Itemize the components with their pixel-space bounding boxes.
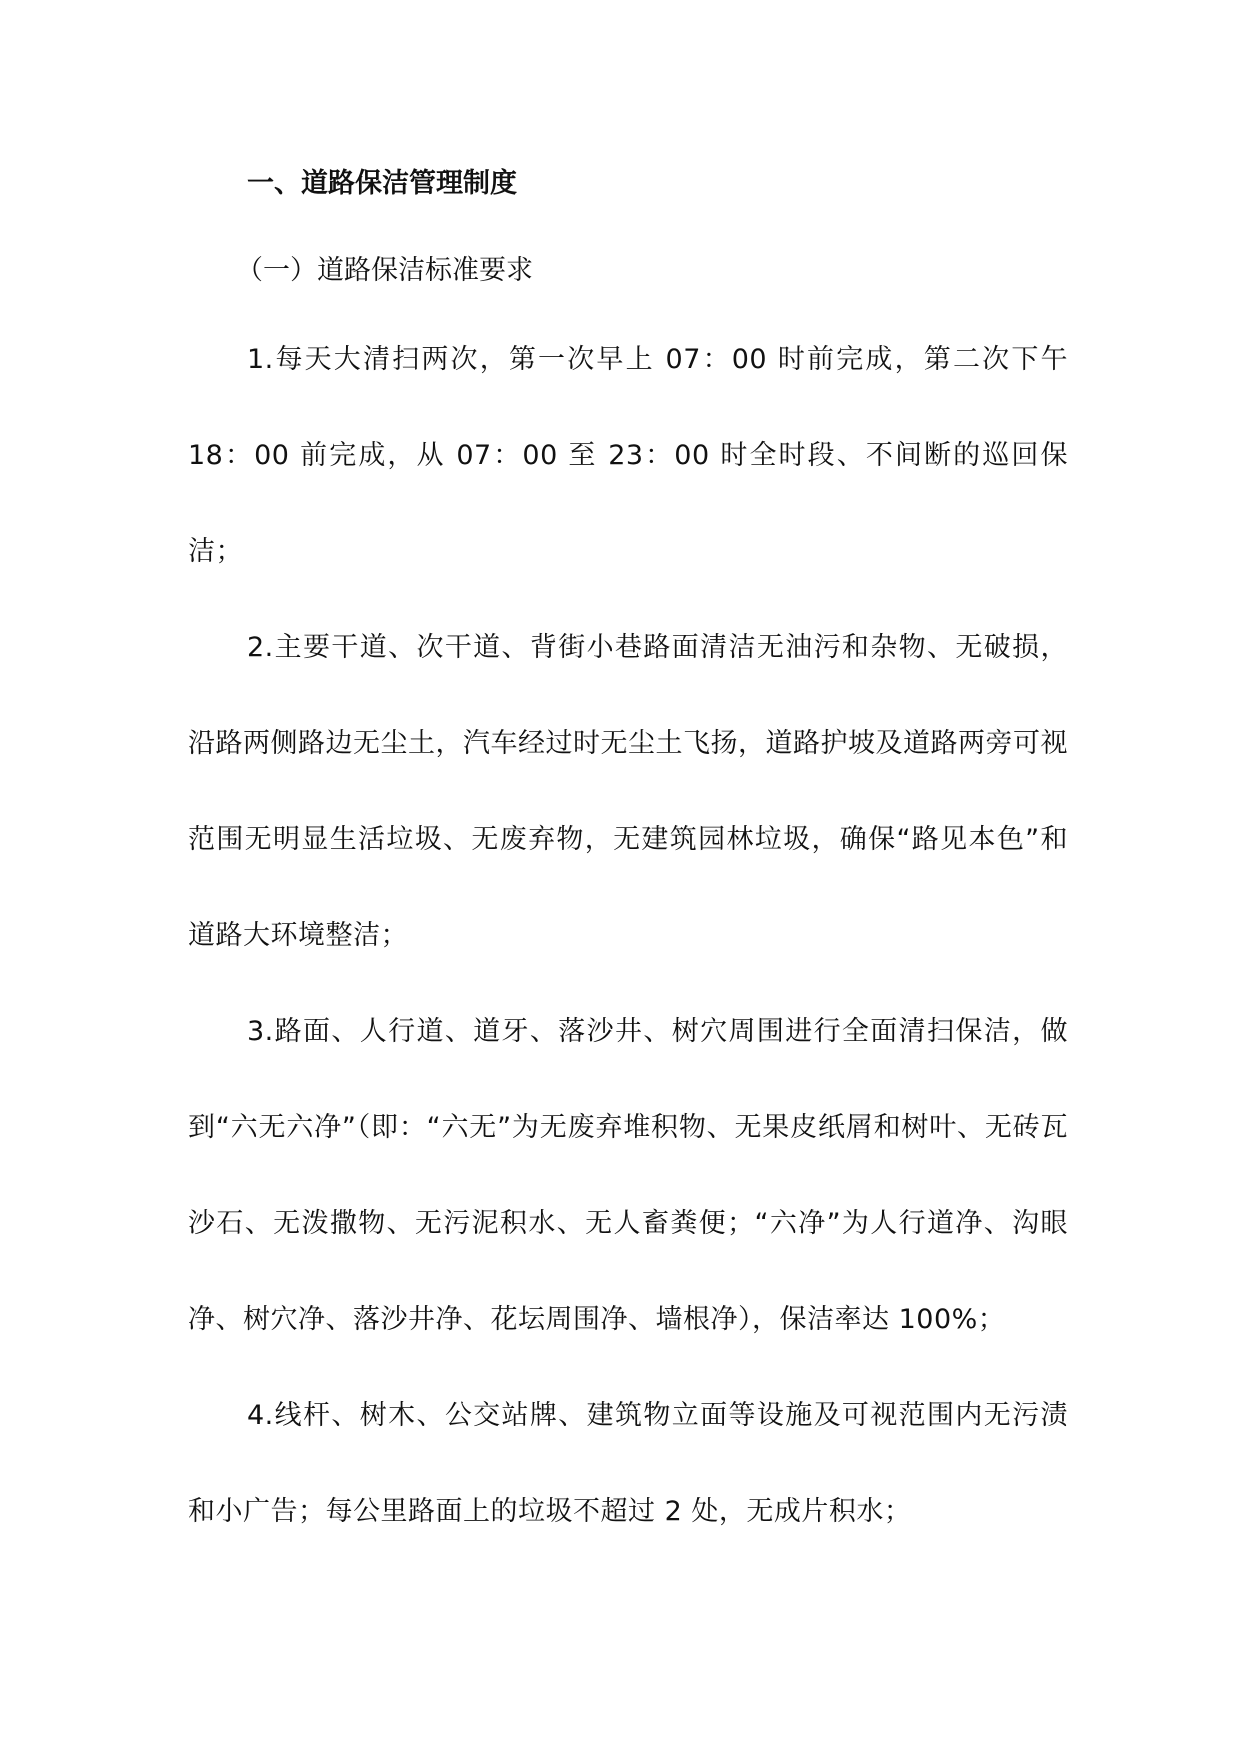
paragraph-item-4: 4.线杆、树木、公交站牌、建筑物立面等设施及可视范围内无污渍和小广告；每公里路面上的垃圾不超过 2 处，无成片积水； (188, 1400, 1068, 1527)
section-heading: 一、道路保洁管理制度 (247, 168, 517, 199)
subsection-heading: （一）道路保洁标准要求 (236, 255, 533, 286)
paragraph-item-3: 3.路面、人行道、道牙、落沙井、树穴周围进行全面清扫保洁，做到“六无六净”（即：“六无”为无废弃堆积物、无果皮纸屑和树叶、无砖瓦沙石、无泼撒物、无污泥积水、无人畜粪便；“六净”为人行道净、沟眼净、树穴净、落沙井净、花坛周围净、墙根净），保洁率达 100%； (188, 1016, 1068, 1335)
paragraph-item-1: 1.每天大清扫两次，第一次早上 07：00 时前完成，第二次下午 18：00 前完成，从 07：00 至 23：00 时全时段、不间断的巡回保洁； (188, 344, 1068, 567)
document-body (188, 170, 1068, 1560)
paragraph-item-2: 2.主要干道、次干道、背街小巷路面清洁无油污和杂物、无破损，沿路两侧路边无尘土，汽车经过时无尘土飞扬，道路护坡及道路两旁可视范围无明显生活垃圾、无废弃物，无建筑园林垃圾，确保“路见本色”和道路大环境整洁； (188, 632, 1068, 951)
